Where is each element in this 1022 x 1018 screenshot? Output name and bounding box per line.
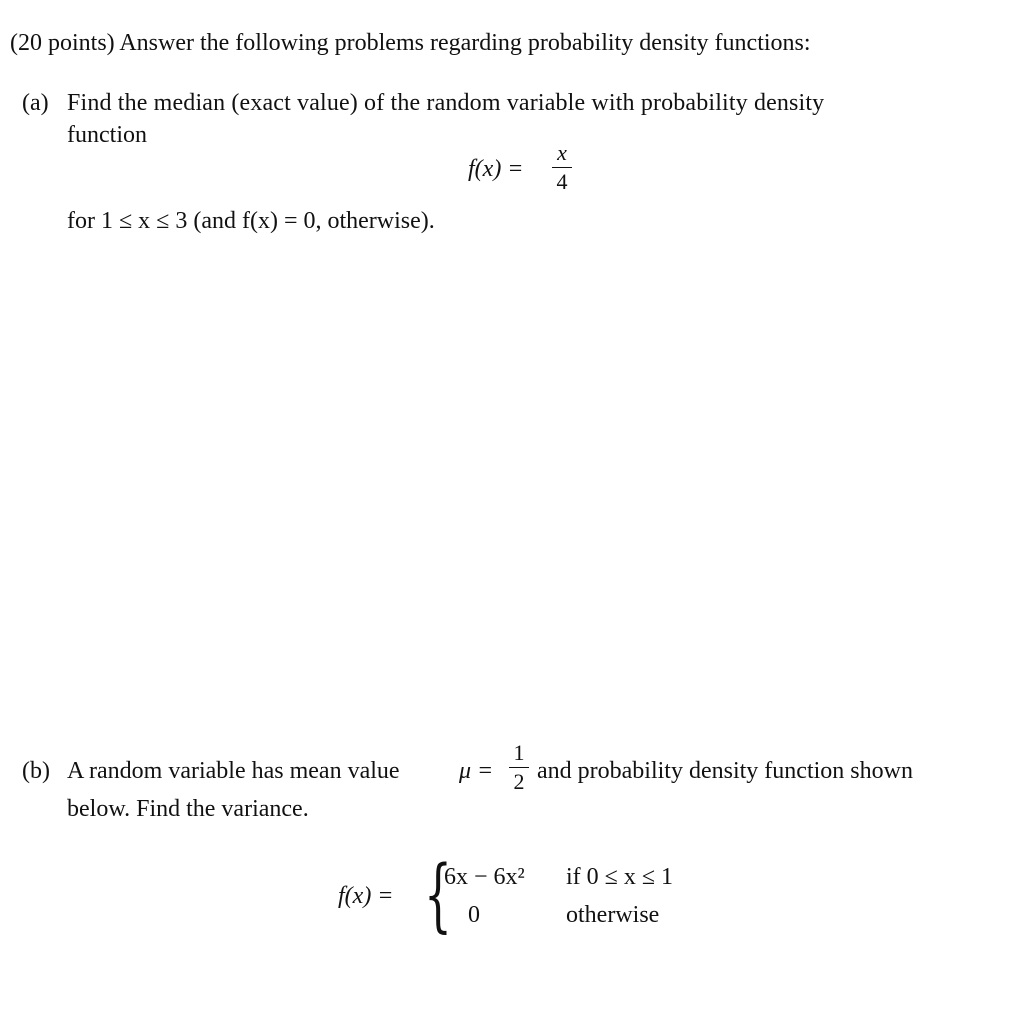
part-a-fraction-denominator: 4 [556, 169, 568, 195]
piecewise-case1-expression: 6x − 6x² [444, 864, 525, 890]
piecewise-case1-condition: if 0 ≤ x ≤ 1 [566, 864, 674, 890]
part-b-question-line2: below. Find the variance. [67, 796, 309, 822]
problem-header: (20 points) Answer the following problems regarding probability density functions: [10, 30, 811, 56]
part-a-label: (a) [22, 90, 49, 116]
part-a-condition: for 1 ≤ x ≤ 3 (and f(x) = 0, otherwise). [67, 208, 435, 234]
part-a-fraction [552, 141, 572, 194]
part-b-question-post: and probability density function shown [537, 758, 913, 784]
part-b-mu-lhs: μ = [459, 758, 494, 784]
piecewise-brace: { [424, 848, 452, 941]
part-b-question-pre: A random variable has mean value [67, 758, 400, 784]
part-b-mu-numerator: 1 [513, 740, 525, 765]
fraction-bar [552, 167, 572, 168]
part-b-mu-fraction [509, 741, 529, 794]
piecewise-case2-condition: otherwise [566, 902, 660, 928]
part-a-equation-lhs: f(x) = [468, 156, 524, 182]
piecewise-case2-expression: 0 [468, 902, 480, 928]
part-a-fraction-numerator: x [557, 140, 567, 165]
fraction-bar [509, 767, 529, 768]
part-a-question-line1: Find the median (exact value) of the random variable with probability density [67, 90, 825, 116]
part-b-label: (b) [22, 758, 50, 784]
part-a-question-line2: function [67, 122, 147, 148]
part-b-equation-lhs: f(x) = [338, 883, 394, 909]
part-b-mu-denominator: 2 [513, 769, 525, 795]
